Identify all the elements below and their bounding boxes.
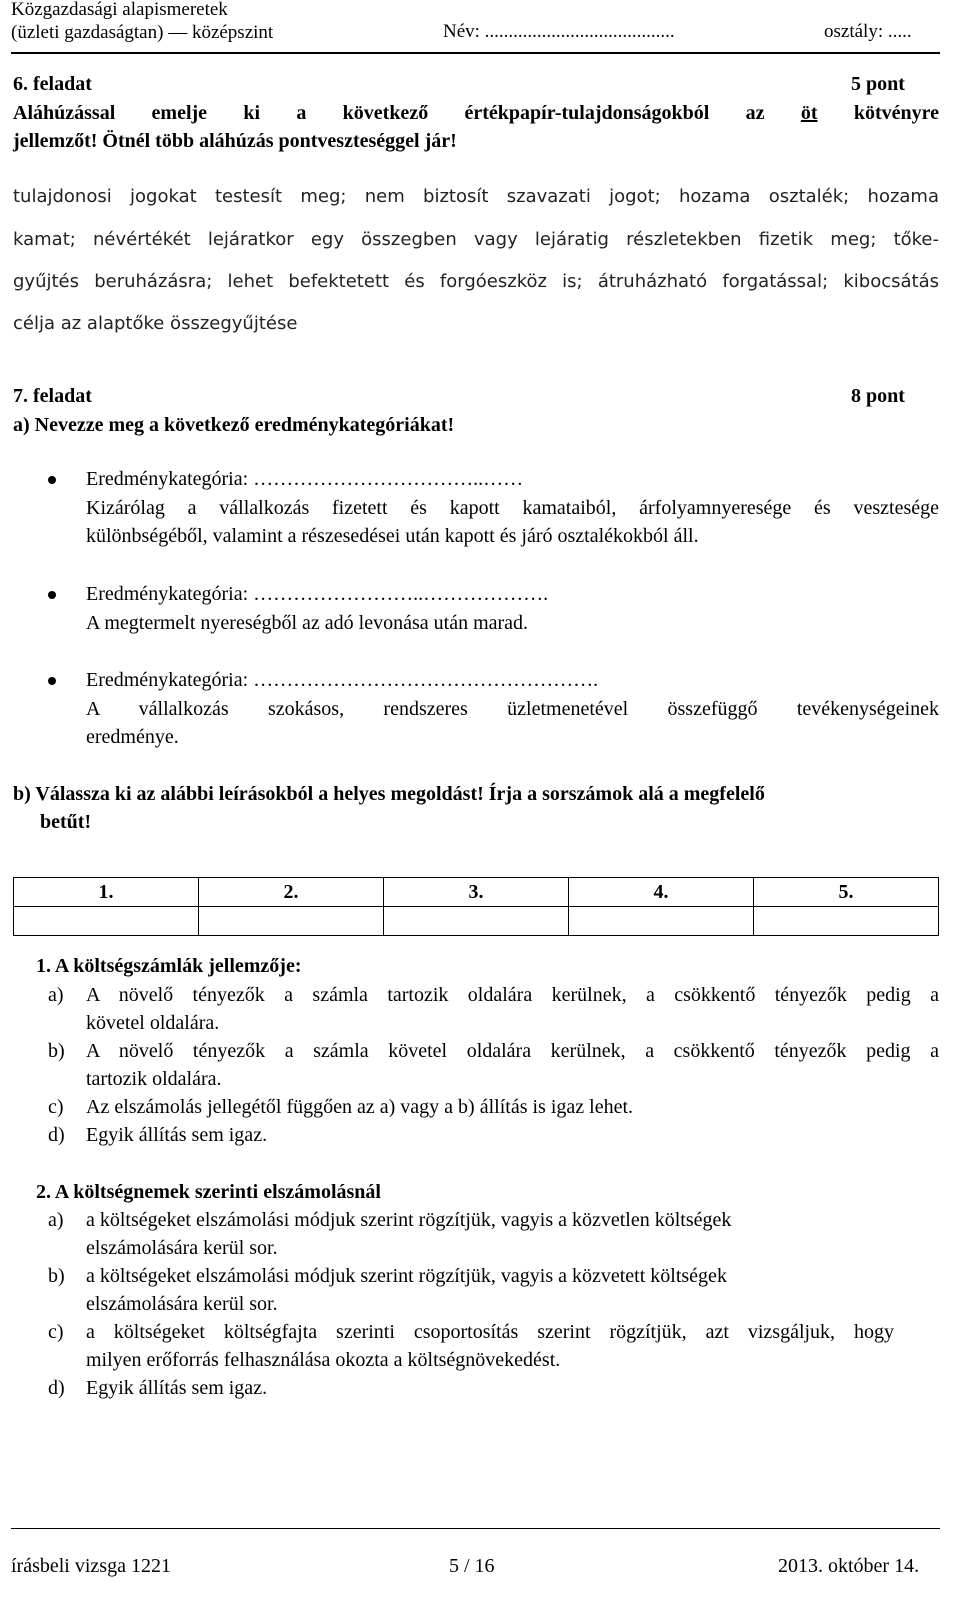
q2-option-a-line1: a költségeket elszámolási módjuk szerint rögzítjük, vagyis a közvetlen költségek [86,1209,732,1231]
q1-option-b-line2: tartozik oldalára. [86,1068,222,1090]
class-field: osztály: ..... [824,21,912,42]
q2-option-a-letter: a) [48,1209,64,1231]
answer-cell-3[interactable] [384,907,569,936]
footer-rule [11,1528,940,1529]
answer-header-2: 2. [199,878,384,907]
bullet-icon [48,677,56,685]
question-1-title: 1. A költségszámlák jellemzője: [36,955,302,977]
property-line-2[interactable]: kamat; névértékét lejáratkor egy összegben vagy lejáratig részletekben fizetik meg; tőke- [13,229,939,250]
q2-option-b-line2: elszámolására kerül sor. [86,1293,278,1315]
category-2-desc-1: A megtermelt nyereségből az adó levonása után marad. [86,612,529,634]
category-2-label[interactable]: Eredménykategória: ……………………..………………. [86,583,549,605]
footer-exam: írásbeli vizsga 1221 [11,1555,171,1577]
q2-option-d-line1: Egyik állítás sem igaz. [86,1377,268,1399]
q2-option-b-line1: a költségeket elszámolási módjuk szerint rögzítjük, vagyis a közvetett költségek [86,1265,727,1287]
q1-option-b-letter: b) [48,1040,65,1062]
task7-part-b-line2: betűt! [40,811,92,833]
instruction-underlined: öt [800,102,818,124]
task7-points: 8 pont [851,385,905,407]
subject-line-1: Közgazdasági alapismeretek [11,0,228,20]
q1-option-c-line1: Az elszámolás jellegétől függően az a) vagy a b) állítás is igaz lehet. [86,1096,634,1118]
answer-header-1: 1. [14,878,199,907]
q1-option-a-line1: A növelő tényezők a számla tartozik oldalára kerülnek, a csökkentő tényezők pedig a [86,984,939,1006]
task6-instruction-line1 [13,99,939,128]
category-3-desc-1: A vállalkozás szokásos, rendszeres üzletmenetével összefüggő tevékenységeinek [86,698,939,720]
q2-option-c-letter: c) [48,1321,64,1343]
task7-title: 7. feladat [13,385,92,407]
instruction-pre: Aláhúzással emelje ki a következő értékpapír-tulajdonságokból az [13,102,765,124]
answer-header-5: 5. [754,878,939,907]
property-line-1[interactable]: tulajdonosi jogokat testesít meg; nem biztosít szavazati jogot; hozama osztalék; hozama [13,186,939,207]
answer-header-3: 3. [384,878,569,907]
task6-instruction-line2: jellemzőt! Ötnél több aláhúzás pontveszteséggel jár! [13,130,457,152]
category-1-desc-1: Kizárólag a vállalkozás fizetett és kapott kamataiból, árfolyamnyeresége és vesztesége [86,497,939,519]
header-rule [11,52,940,54]
bullet-icon [48,476,56,484]
property-line-3[interactable]: gyűjtés beruházásra; lehet befektetett és forgóeszköz is; átruházható forgatással; kibocsátás [13,271,939,292]
subject-line-2: (üzleti gazdaságtan) — középszint [11,22,274,43]
q2-option-c-line1: a költségeket költségfajta szerinti csoportosítás szerint rögzítjük, azt vizsgáljuk, hogy [86,1321,894,1343]
name-field: Név: ........................................ [443,21,675,42]
task7-part-a: a) Nevezze meg a következő eredménykategóriákat! [13,414,455,436]
answer-cell-4[interactable] [569,907,754,936]
category-3-label[interactable]: Eredménykategória: ……………………………………………. [86,669,599,691]
footer-page: 5 / 16 [449,1555,495,1577]
category-1-desc-2: különbségéből, valamint a részesedései után kapott és járó osztalékokból áll. [86,525,699,547]
q2-option-c-line2: milyen erőforrás felhasználása okozta a költségnövekedést. [86,1349,561,1371]
answer-cell-5[interactable] [754,907,939,936]
q1-option-a-letter: a) [48,984,64,1006]
q1-option-c-letter: c) [48,1096,64,1118]
instruction-post: kötvényre [853,102,940,124]
task6-title: 6. feladat [13,73,92,95]
q1-option-d-line1: Egyik állítás sem igaz. [86,1124,268,1146]
task6-points: 5 pont [851,73,905,95]
answer-cell-1[interactable] [14,907,199,936]
bullet-icon [48,591,56,599]
subject-title [11,0,273,44]
answer-header-4: 4. [569,878,754,907]
q2-option-b-letter: b) [48,1265,65,1287]
q1-option-b-line1: A növelő tényezők a számla követel oldalára kerülnek, a csökkentő tényezők pedig a [86,1040,939,1062]
footer-date: 2013. október 14. [778,1555,920,1577]
category-3-desc-2: eredménye. [86,726,179,748]
question-2-title: 2. A költségnemek szerinti elszámolásnál [36,1181,381,1203]
q2-option-a-line2: elszámolására kerül sor. [86,1237,278,1259]
answer-table-header-row [14,878,939,907]
answer-table [13,877,939,936]
answer-table-input-row [14,907,939,936]
q1-option-d-letter: d) [48,1124,65,1146]
property-line-4[interactable]: célja az alaptőke összegyűjtése [13,313,298,334]
q1-option-a-line2: követel oldalára. [86,1012,220,1034]
task7-part-b-line1: b) Válassza ki az alábbi leírásokból a helyes megoldást! Írja a sorszámok alá a megfelelő [13,783,765,805]
q2-option-d-letter: d) [48,1377,65,1399]
answer-cell-2[interactable] [199,907,384,936]
category-1-label[interactable]: Eredménykategória: ……………………………..…… [86,468,524,490]
